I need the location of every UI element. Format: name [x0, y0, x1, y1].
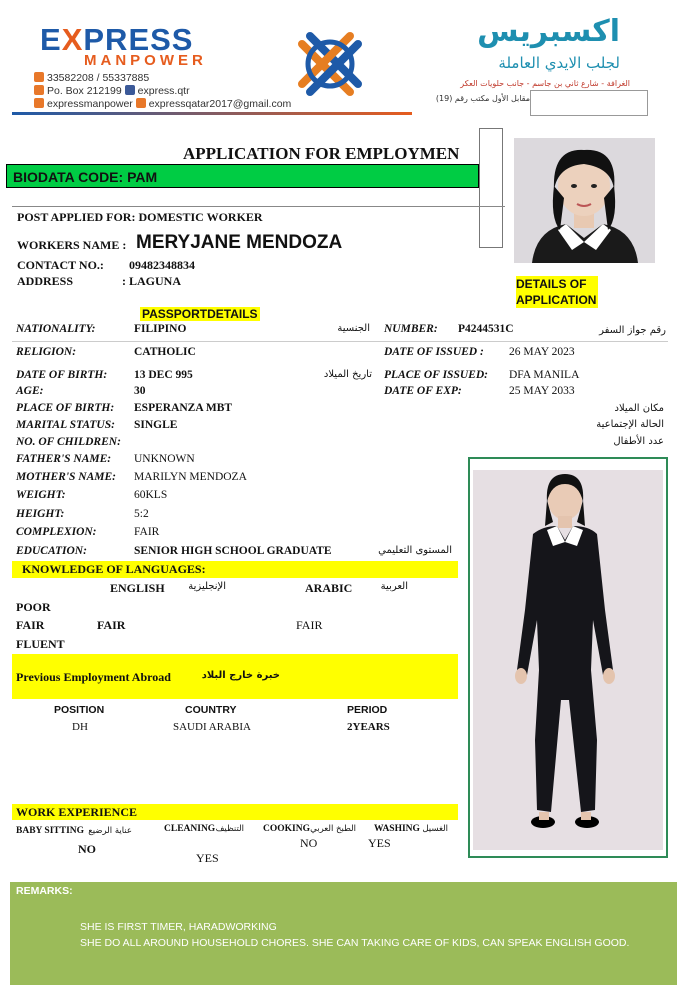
photo-frame-left	[479, 128, 503, 248]
biodata-code-bar	[6, 164, 479, 188]
weight-value: 60KLS	[134, 489, 168, 501]
arabic-arabic: العربية	[380, 581, 408, 592]
washing-label: WASHING	[374, 824, 420, 834]
marital-value: SINGLE	[134, 419, 178, 431]
work-experience-header-text: WORK EXPERIENCE	[16, 805, 138, 819]
arabic-level-value: FAIR	[296, 618, 323, 632]
washing-value: YES	[368, 836, 391, 850]
education-label: EDUCATION:	[16, 545, 87, 557]
facebook-icon	[125, 85, 135, 95]
age-label: AGE:	[16, 385, 44, 397]
remarks-label: REMARKS:	[16, 885, 73, 897]
email-address: expressqatar2017@gmail.com	[148, 98, 292, 110]
religion-label: RELIGION:	[16, 346, 77, 358]
cooking-value: NO	[300, 836, 318, 850]
divider	[12, 206, 505, 207]
nationality-label: NATIONALITY:	[16, 323, 96, 335]
cooking-label: COOKING	[263, 824, 310, 834]
address-label: ADDRESS	[17, 274, 74, 288]
mother-value: MARILYN MENDOZA	[134, 471, 247, 483]
contact-value: 09482348834	[129, 258, 195, 272]
english-level-value: FAIR	[97, 618, 126, 632]
level-fair: FAIR	[16, 618, 45, 632]
form-title: APPLICATION FOR EMPLOYMEN	[183, 144, 460, 163]
mail-icon	[34, 85, 44, 95]
logo-letter-e: E	[40, 22, 62, 57]
height-value: 5:2	[134, 508, 149, 520]
email-line	[34, 98, 291, 110]
remarks-line1: SHE IS FIRST TIMER, HARADWORKING	[80, 921, 277, 933]
baby-sitting-label: BABY SITTING	[16, 826, 85, 836]
arabic-address-line2: مقابل الأول مكتب رقم (19)	[435, 94, 530, 103]
mother-label: MOTHER'S NAME:	[16, 471, 117, 483]
cleaning-label: CLEANING	[164, 824, 216, 834]
cleaning-value: YES	[196, 851, 219, 865]
complexion-label: COMPLEXION:	[16, 526, 97, 538]
post-label: POST APPLIED FOR:	[17, 210, 136, 224]
post-value: DOMESTIC WORKER	[138, 210, 263, 224]
english-arabic: الإنجليزية	[188, 581, 226, 592]
logo-letter-x: X	[61, 22, 84, 57]
place-issued-value: DFA MANILA	[509, 369, 580, 381]
remarks-line2: SHE DO ALL AROUND HOUSEHOLD CHORES. SHE CAN TAKING CARE OF KIDS, CAN SPEAK ENGLISH GOOD.	[80, 937, 630, 949]
facebook-handle: express.qtr	[137, 85, 190, 97]
baby-sitting-arabic: عناية الرضيع	[88, 826, 132, 836]
passport-number-arabic: رقم جواز السفر	[599, 325, 666, 336]
divider	[12, 341, 668, 342]
pobox-line	[34, 85, 190, 97]
employment-header: Previous Employment Abroad	[16, 670, 171, 684]
position-value: DH	[72, 721, 88, 733]
baby-sitting-value: NO	[78, 842, 96, 856]
col-position: POSITION	[54, 704, 105, 716]
weight-label: WEIGHT:	[16, 489, 66, 501]
marital-arabic: الحالة الإجتماعية	[596, 419, 664, 430]
dob-arabic: تاريخ الميلاد	[323, 369, 372, 380]
passport-number-label: NUMBER:	[384, 323, 438, 335]
languages-header-text: KNOWLEDGE OF LANGUAGES:	[22, 562, 206, 576]
cooking-arabic: الطبخ العربي	[310, 824, 356, 834]
col-country: COUNTRY	[185, 704, 237, 716]
pob-label: PLACE OF BIRTH:	[16, 402, 115, 414]
place-issued-label: PLACE OF ISSUED:	[384, 369, 488, 381]
details-of-application: DETAILS OF APPLICATION	[516, 277, 597, 307]
remarks-panel	[10, 882, 677, 985]
dob-label: DATE OF BIRTH:	[16, 369, 108, 381]
passport-number-value: P4244531C	[458, 323, 514, 335]
email-icon	[136, 98, 146, 108]
reference-box	[530, 90, 648, 116]
full-body-photo	[473, 470, 663, 850]
age-value: 30	[134, 385, 146, 397]
pob-arabic: مكان الميلاد	[614, 403, 664, 414]
portrait-photo	[514, 138, 655, 263]
work-experience-header	[12, 804, 458, 820]
po-box: Po. Box 212199	[47, 85, 122, 97]
father-label: FATHER'S NAME:	[16, 453, 112, 465]
date-exp-label: DATE OF EXP:	[384, 385, 462, 397]
instagram-handle: expressmanpower	[47, 98, 133, 110]
date-issued-value: 26 MAY 2023	[509, 346, 575, 358]
arabic-tagline: لجلب الايدي العاملة	[498, 54, 620, 72]
education-value: SENIOR HIGH SCHOOL GRADUATE	[134, 545, 332, 557]
col-period: PERIOD	[347, 704, 388, 716]
country-value: SAUDI ARABIA	[173, 721, 251, 733]
post-applied-row	[17, 210, 263, 225]
workers-name-value: MERYJANE MENDOZA	[136, 232, 343, 253]
complexion-value: FAIR	[134, 526, 160, 538]
english-label: ENGLISH	[110, 581, 165, 595]
nationality-arabic: الجنسية	[337, 323, 370, 334]
passport-details-header: PASSPORTDETAILS	[142, 307, 258, 321]
knot-logo-icon	[290, 24, 370, 106]
cleaning-arabic: التنظيف	[215, 824, 244, 834]
address-value: : LAGUNA	[122, 274, 181, 288]
biodata-code: BIODATA CODE: PAM	[13, 169, 158, 185]
level-poor: POOR	[16, 600, 51, 614]
period-value: 2YEARS	[347, 721, 390, 733]
header-divider	[12, 112, 412, 115]
children-label: NO. OF CHILDREN:	[16, 436, 121, 448]
children-arabic: عدد الأطفال	[613, 436, 664, 447]
level-fluent: FLUENT	[16, 637, 65, 651]
date-issued-label: DATE OF ISSUED :	[384, 346, 484, 358]
workers-name-label: WORKERS NAME :	[17, 238, 127, 252]
father-value: UNKNOWN	[134, 453, 195, 465]
washing-arabic: الغسيل	[422, 824, 448, 834]
logo-subtitle: MANPOWER	[84, 52, 207, 69]
arabic-logo: اكسبريس	[477, 14, 620, 49]
arabic-address-line1: الغرافة - شارع ثاني بن جاسم - جانب حلويات العكر	[460, 79, 630, 88]
phone-icon	[34, 72, 44, 82]
marital-label: MARITAL STATUS:	[16, 419, 115, 431]
phone-line	[34, 72, 149, 84]
education-arabic: المستوى التعليمي	[378, 545, 452, 556]
religion-value: CATHOLIC	[134, 346, 196, 358]
phone-numbers: 33582208 / 55337885	[47, 72, 150, 84]
pob-value: ESPERANZA MBT	[134, 402, 233, 414]
employment-header-arabic: خبرة خارج البلاد	[201, 670, 280, 681]
dob-value: 13 DEC 995	[134, 369, 193, 381]
instagram-icon	[34, 98, 44, 108]
nationality-value: FILIPINO	[134, 323, 187, 335]
languages-header	[12, 561, 458, 578]
logo-word-rest: PRESS	[83, 22, 194, 57]
arabic-label: ARABIC	[305, 581, 353, 595]
contact-label: CONTACT NO.:	[17, 258, 104, 272]
height-label: HEIGHT:	[16, 508, 65, 520]
date-exp-value: 25 MAY 2033	[509, 385, 575, 397]
